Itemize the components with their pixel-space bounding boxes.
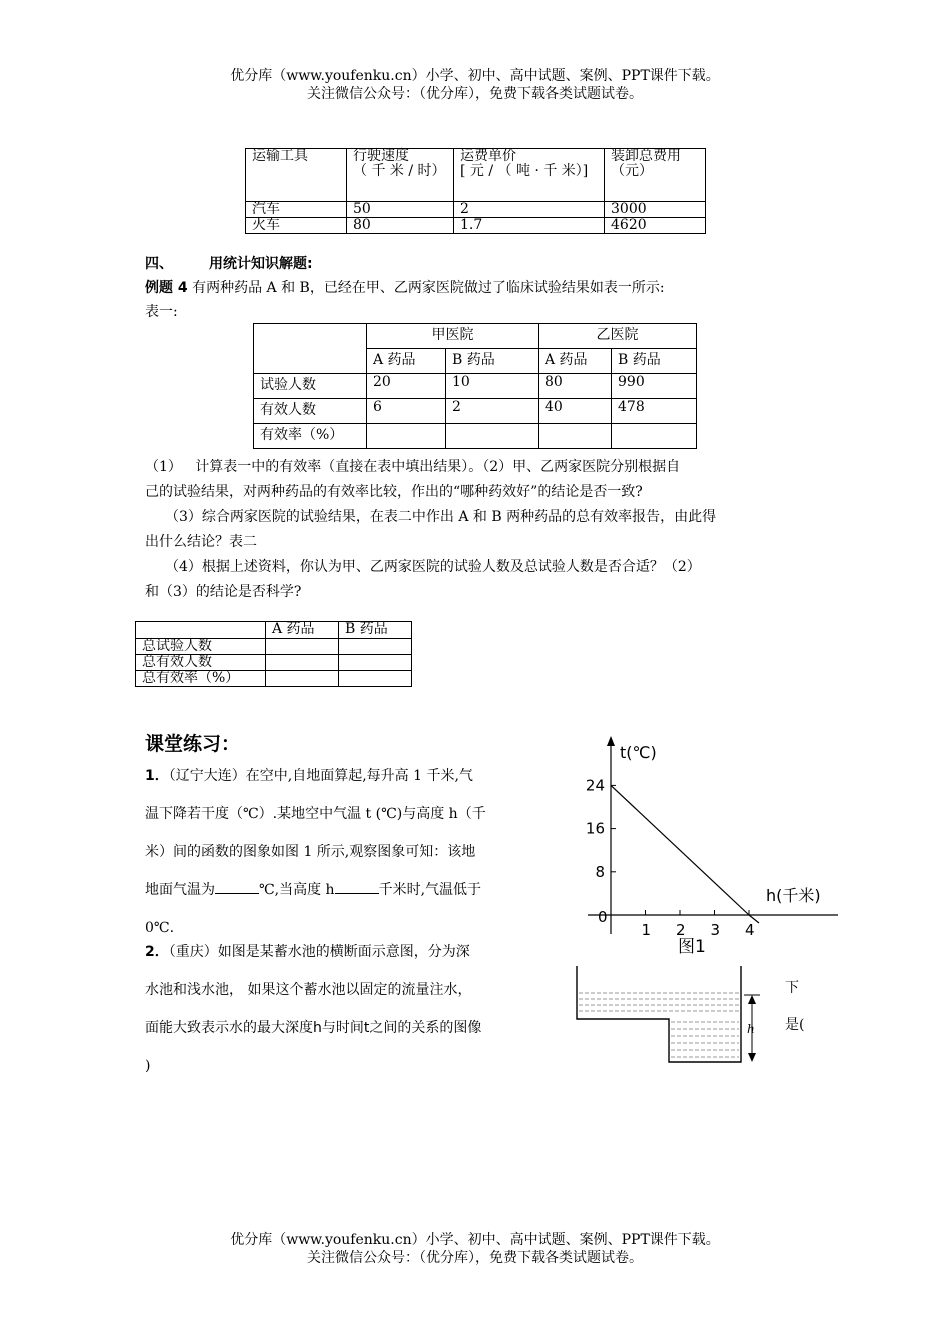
table-cell: 40	[539, 399, 612, 424]
water-lines	[579, 993, 739, 1057]
drug-b-header: B 药品	[446, 349, 539, 374]
table-cell: 50	[347, 202, 454, 218]
exercise-number: 1．	[145, 768, 169, 784]
example-label: 例题 4	[145, 280, 188, 296]
table-header-cell: 装卸总费用 （元）	[605, 149, 706, 202]
question-4	[145, 555, 810, 605]
row-label: 有效率（%）	[254, 424, 367, 449]
table-cell: 4620	[605, 218, 706, 234]
table-cell: 80	[539, 374, 612, 399]
depth-label: h	[747, 1022, 755, 1036]
drug-b-header: B 药品	[612, 349, 697, 374]
row-label: 试验人数	[254, 374, 367, 399]
table-cell: 20	[367, 374, 446, 399]
exercise-line: 水池和浅水池， 如果这个蓄水池以固定的流量注水，	[145, 982, 472, 998]
drug-a-header: A 药品	[266, 622, 339, 639]
table-corner-cell	[136, 622, 266, 639]
table-cell: 汽车	[246, 202, 347, 218]
table-header-cell: 运输工具	[246, 149, 347, 202]
y-axis-arrow-icon	[607, 736, 615, 746]
row-label: 总有效人数	[136, 655, 266, 671]
question-line: （1） 计算表一中的有效率（直接在表中填出结果）。（2）甲、乙两家医院分别根据自	[145, 459, 681, 475]
table-cell	[339, 671, 412, 687]
table-cell: 6	[367, 399, 446, 424]
table-header-cell: 行驶速度 （ 千 米 / 时）	[347, 149, 454, 202]
table-row	[254, 399, 697, 424]
drug-b-header: B 药品	[339, 622, 412, 639]
exercise-line	[145, 871, 550, 909]
table-cell	[339, 655, 412, 671]
x-tick-label: 4	[745, 921, 755, 939]
reservoir-diagram	[576, 962, 776, 1068]
answer-blank[interactable]	[215, 879, 259, 894]
table-cell: 80	[347, 218, 454, 234]
y-tick-label: 8	[595, 862, 605, 881]
footer-line-1: 优分库（www.youfenku.cn）小学、初中、高中试题、案例、PPT课件下载。	[230, 1232, 720, 1248]
table-corner-cell	[254, 324, 367, 374]
drug-a-header: A 药品	[367, 349, 446, 374]
table-row	[246, 218, 706, 234]
table-cell	[266, 671, 339, 687]
section-heading	[145, 253, 313, 273]
exercise-text: （重庆）如图是某蓄水池的横断面示意图，分为深	[168, 944, 470, 960]
exercise-text: 地面气温为	[145, 882, 215, 898]
question-3	[145, 505, 810, 555]
table-cell	[446, 424, 539, 449]
table-row	[254, 424, 697, 449]
table-cell	[367, 424, 446, 449]
header-line-1: 优分库（www.youfenku.cn）小学、初中、高中试题、案例、PPT课件下载。	[230, 68, 720, 84]
table-cell	[612, 424, 697, 449]
exercise-text: 千米时,气温低于	[378, 882, 482, 898]
drug-trial-table	[253, 323, 697, 449]
footer-line-2: 关注微信公众号：（优分库），免费下载各类试题试卷。	[307, 1250, 643, 1266]
section-number: 四、	[145, 256, 173, 272]
section-title: 用统计知识解题:	[209, 256, 313, 272]
table-cell	[539, 424, 612, 449]
table-cell	[266, 655, 339, 671]
figure-1-graph	[570, 730, 840, 960]
table-cell: 10	[446, 374, 539, 399]
table-row	[136, 671, 412, 687]
table-row	[136, 655, 412, 671]
example-text: 有两种药品 A 和 B，已经在甲、乙两家医院做过了临床试验结果如表一所示:	[192, 280, 665, 296]
exercise-line	[145, 757, 550, 795]
y-tick-label: 16	[585, 819, 605, 838]
row-label: 总有效率（%）	[136, 671, 266, 687]
question-line: （3）综合两家医院的试验结果，在表二中作出 A 和 B 两种药品的总有效率报告，由此得	[165, 509, 717, 525]
table-cell: 3000	[605, 202, 706, 218]
question-line: 己的试验结果，对两种药品的有效率比较，作出的“哪种药效好”的结论是否一致?	[145, 484, 643, 500]
table-cell: 478	[612, 399, 697, 424]
table-cell: 2	[454, 202, 605, 218]
exercise-2	[145, 933, 550, 1085]
hospital-a-header: 甲医院	[367, 324, 539, 349]
x-axis-label: h(千米)	[766, 886, 821, 905]
origin-label: 0	[598, 908, 608, 926]
exercise-line: 温下降若干度（℃）.某地空中气温 t (℃)与高度 h（千	[145, 806, 486, 822]
table-cell	[266, 639, 339, 655]
figure-caption: 图1	[678, 937, 706, 957]
practice-title: 课堂练习：	[145, 733, 241, 755]
header-line-2: 关注微信公众号：（优分库），免费下载各类试题试卷。	[307, 86, 643, 102]
table-row	[254, 374, 697, 399]
x-tick-label: 1	[641, 921, 652, 939]
table-label: 表一:	[145, 304, 178, 320]
exercise-text: （辽宁大连）在空中,自地面算起,每升高 1 千米,气	[168, 768, 473, 784]
exercise-line: 0℃.	[145, 920, 175, 936]
exercise-2-side-text: 下	[785, 980, 799, 996]
hospital-b-header: 乙医院	[539, 324, 697, 349]
table-row	[136, 622, 412, 639]
table-cell: 1.7	[454, 218, 605, 234]
table-cell	[339, 639, 412, 655]
table-cell: 990	[612, 374, 697, 399]
y-axis-label: t(℃)	[620, 743, 657, 762]
question-line: 出什么结论？表二	[145, 534, 257, 550]
x-tick-label: 3	[710, 921, 721, 939]
table-header-cell: 运费单价 [ 元 / （ 吨 · 千 米）]	[454, 149, 605, 202]
table-cell: 火车	[246, 218, 347, 234]
question-line: （4）根据上述资料，你认为甲、乙两家医院的试验人数及总试验人数是否合适？（2）	[165, 559, 701, 575]
exercise-text: ℃,当高度 h	[259, 882, 335, 898]
y-tick-label: 24	[585, 776, 605, 795]
table-row	[136, 639, 412, 655]
row-label: 有效人数	[254, 399, 367, 424]
table-row	[254, 324, 697, 349]
table-cell: 2	[446, 399, 539, 424]
example-4-intro	[145, 277, 665, 297]
exercise-2-side-text: 是(	[785, 1017, 805, 1033]
question-line: 和（3）的结论是否科学?	[145, 584, 302, 600]
row-label: 总试验人数	[136, 639, 266, 655]
table-row	[246, 202, 706, 218]
exercise-line	[145, 933, 550, 971]
answer-blank[interactable]	[335, 879, 379, 894]
arrow-down-icon	[748, 1053, 756, 1062]
arrow-up-icon	[748, 995, 756, 1004]
series-line	[611, 785, 749, 915]
reservoir-outline	[577, 966, 741, 1062]
drug-a-header: A 药品	[539, 349, 612, 374]
exercise-line: )	[145, 1058, 151, 1074]
exercise-1	[145, 757, 550, 947]
summary-table	[135, 621, 412, 687]
table-row	[246, 149, 706, 202]
x-tick-label: 2	[676, 921, 686, 939]
question-1-2	[145, 455, 810, 505]
exercise-number: 2．	[145, 944, 169, 960]
exercise-line: 面能大致表示水的最大深度h与时间t之间的关系的图像	[145, 1020, 482, 1036]
transport-table	[245, 148, 706, 234]
exercise-line: 米）间的函数的图象如图 1 所示,观察图象可知：该地	[145, 844, 476, 860]
